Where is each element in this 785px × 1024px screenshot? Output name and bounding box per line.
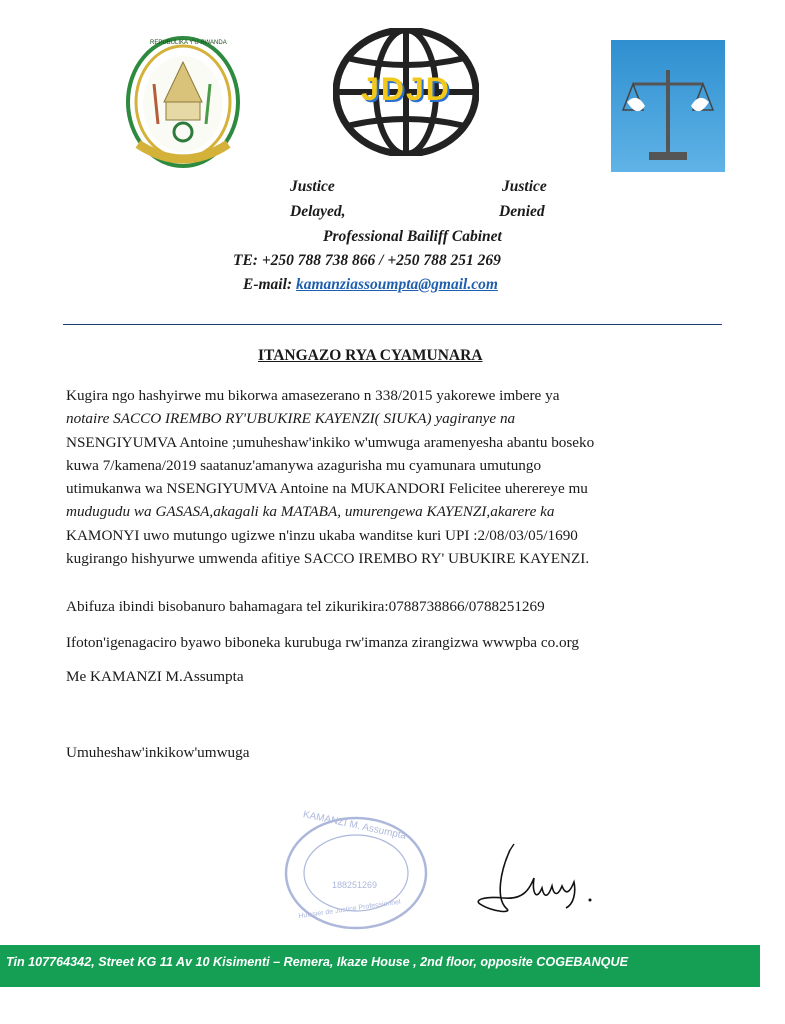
stamp-title-text: Huissier de Justice Professionnel [298, 898, 402, 921]
signatory-name: Me KAMANZI M.Assumpta [66, 668, 244, 685]
jdjd-globe-logo [333, 28, 479, 156]
paragraph-line: NSENGIYUMVA Antoine ;umuheshaw'inkiko w'umwuga aramenyesha abantu boseko [66, 433, 595, 451]
motto-justice-left: Justice [290, 178, 335, 195]
official-stamp [282, 809, 430, 932]
paragraph-line: notaire SACCO IREMBO RY'UBUKIRE KAYENZI( SIUKA) yagiranye na [66, 410, 516, 428]
motto-delayed: Delayed, [290, 203, 346, 220]
paragraph-line: utimukanwa wa NSENGIYUMVA Antoine na MUKANDORI Felicitee uherereye mu [66, 480, 588, 498]
email-link[interactable]: kamanziassoumpta@gmail.com [295, 276, 498, 293]
jdjd-logo-text: JDJD [361, 71, 451, 107]
footer-address: Tin 107764342, Street KG 11 Av 10 Kisimenti – Remera, Ikaze House , 2nd floor, opposite COGEBANQUE [6, 955, 628, 969]
paragraph-line: kuwa 7/kamena/2019 saatanuz'amanywa azagurisha mu cyamunara umutungo [66, 456, 542, 474]
cabinet-name: Professional Bailiff Cabinet [323, 228, 502, 245]
footer-bar [0, 945, 760, 987]
stamp-name-text: KAMANZI M. Assumpta [302, 809, 408, 842]
photo-valuation-line: Ifoton'igenagaciro byawo biboneka kurubuga rw'imanza zirangizwa wwwpba co.org [66, 634, 579, 651]
header-divider [63, 324, 722, 325]
email-line [243, 276, 498, 294]
stamp-number-text: 188251269 [332, 880, 378, 890]
paragraph-line: KAMONYI uwo mutungo ugizwe n'inzu ukaba wanditse kuri UPI :2/08/03/05/1690 [66, 526, 578, 544]
coat-of-arms-lettering: REPUBULIKA Y'U RWANDA [150, 40, 227, 46]
paragraph-line: mudugudu wa GASASA,akagali ka MATABA, umurengewa KAYENZI,akarere ka [66, 503, 555, 521]
motto-justice-right: Justice [502, 178, 547, 195]
paragraph-line: kugirango hishyurwe umwenda afitiye SACCO IREMBO RY' UBUKIRE KAYENZI. [66, 550, 590, 568]
justice-scales-logo [611, 40, 725, 172]
announcement-paragraph [66, 384, 726, 570]
signatory-role: Umuheshaw'inkikow'umwuga [66, 744, 250, 761]
email-label: E-mail: [243, 276, 293, 293]
contact-line: Abifuza ibindi bisobanuro bahamagara tel zikurikira:0788738866/0788251269 [66, 598, 545, 615]
document-title: ITANGAZO RYA CYAMUNARA [258, 347, 483, 364]
rwanda-coat-of-arms-logo [124, 34, 242, 174]
motto-denied: Denied [499, 203, 545, 220]
handwritten-signature [470, 842, 600, 918]
telephone-line: TE: +250 788 738 866 / +250 788 251 269 [233, 252, 501, 269]
paragraph-line: Kugira ngo hashyirwe mu bikorwa amasezerano n 338/2015 yakorewe imbere ya [66, 387, 560, 404]
